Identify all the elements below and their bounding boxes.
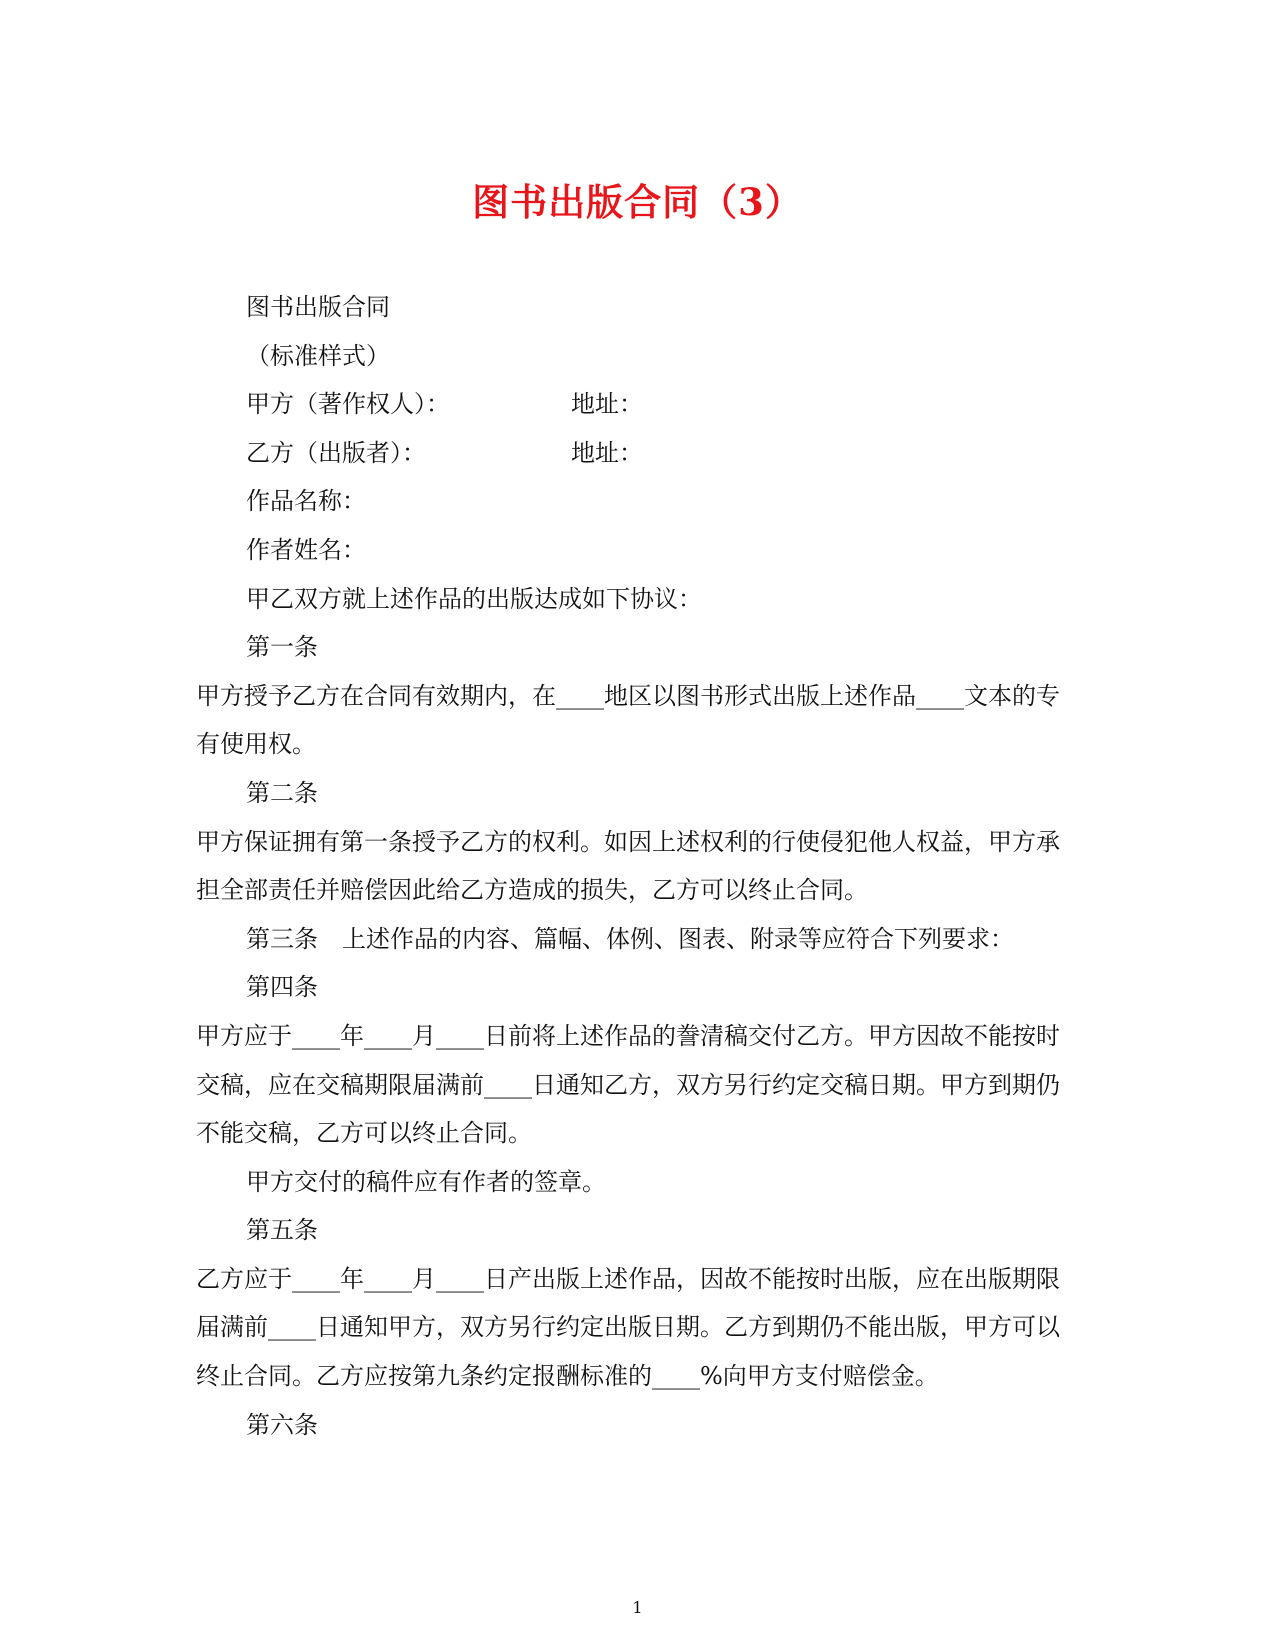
page-number: 1 xyxy=(632,1598,643,1617)
article-1-text: 甲方授予乙方在合同有效期内，在____地区以图书形式出版上述作品____文本的专有使用权。 xyxy=(196,681,1060,759)
article-4-text: 甲方应于____年____月____日前将上述作品的誊清稿交付乙方。甲方因故不能按时交稿，应在交稿期限届满前____日通知乙方，双方另行约定交稿日期。甲方到期仍不能交稿，乙方可以终止合同。 xyxy=(196,1021,1060,1148)
author-name-label: 作者姓名： xyxy=(246,535,366,564)
article-1-title: 第一条 xyxy=(246,633,318,662)
article-5-title: 第五条 xyxy=(246,1216,318,1245)
article-2-text: 甲方保证拥有第一条授予乙方的权利。如因上述权利的行使侵犯他人权益，甲方承担全部责任并赔偿因此给乙方造成的损失，乙方可以终止合同。 xyxy=(196,827,1060,905)
party-a-address-label: 地址： xyxy=(571,390,643,419)
document-body xyxy=(196,283,1076,1449)
article-6-title: 第六条 xyxy=(246,1410,318,1439)
article-4-title: 第四条 xyxy=(246,973,318,1002)
article-3-line: 第三条 上述作品的内容、篇幅、体例、图表、附录等应符合下列要求： xyxy=(246,924,1014,953)
document-title: 图书出版合同（3） xyxy=(472,180,803,224)
party-b-label: 乙方（出版者）： xyxy=(246,438,426,467)
party-b-address-label: 地址： xyxy=(571,438,643,467)
party-a-row xyxy=(196,380,1076,429)
contract-subheading: （标准样式） xyxy=(246,341,390,370)
contract-heading: 图书出版合同 xyxy=(246,293,390,321)
agreement-intro: 甲乙双方就上述作品的出版达成如下协议： xyxy=(246,584,702,613)
article-4-note: 甲方交付的稿件应有作者的签章。 xyxy=(246,1167,606,1196)
party-b-row xyxy=(196,429,1076,478)
work-name-label: 作品名称： xyxy=(246,487,366,516)
article-5-text: 乙方应于____年____月____日产出版上述作品，因故不能按时出版，应在出版期限届满前____日通知甲方，双方另行约定出版日期。乙方到期仍不能出版，甲方可以终止合同。乙方应按第九条约定报酬标准的____%向甲方支付赔偿金。 xyxy=(196,1264,1060,1391)
party-a-label: 甲方（著作权人）： xyxy=(246,390,450,419)
article-2-title: 第二条 xyxy=(246,778,318,807)
